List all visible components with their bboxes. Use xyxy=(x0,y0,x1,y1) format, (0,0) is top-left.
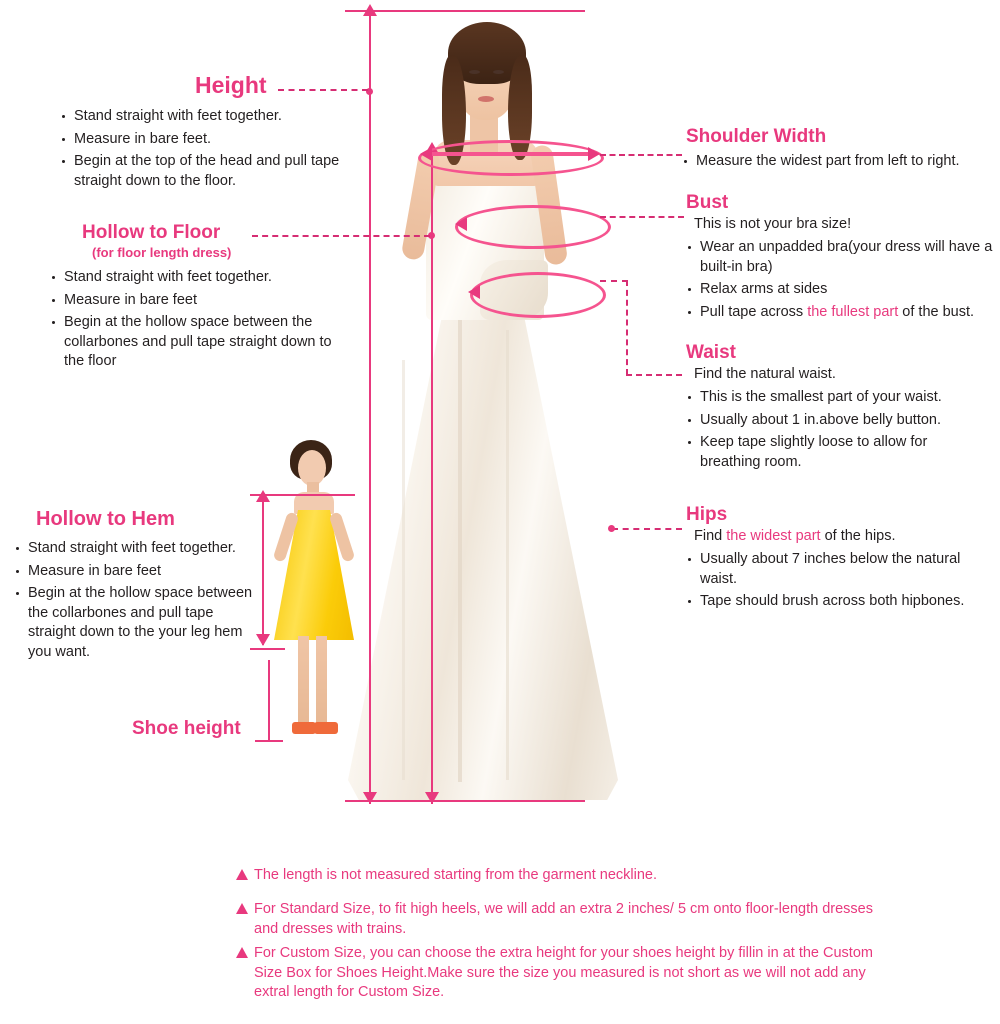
waist-heading: Waist xyxy=(686,342,736,363)
footnote-1-text: The length is not measured starting from the garment neckline. xyxy=(254,867,657,883)
list-item: Stand straight with feet together. xyxy=(50,268,334,288)
list-item: Begin at the top of the head and pull tape straight down to the floor. xyxy=(60,152,360,191)
shoulder-arrow-right xyxy=(588,147,600,161)
hollow-to-floor-arrow-bottom xyxy=(425,792,439,804)
shoulder-width-bullets xyxy=(682,152,996,172)
hollow-to-floor-heading: Hollow to Floor xyxy=(82,222,221,243)
list-item: Stand straight with feet together. xyxy=(14,539,254,559)
list-item: Stand straight with feet together. xyxy=(60,107,360,127)
list-item: This is the smallest part of your waist. xyxy=(686,388,986,408)
warning-triangle-icon xyxy=(236,903,248,914)
list-item: Begin at the hollow space between the collarbones and pull tape straight down to the floor xyxy=(50,313,334,372)
waist-bullets xyxy=(686,388,986,472)
face-lips xyxy=(478,96,494,102)
height-bullets xyxy=(60,107,360,191)
bust-arrow-left xyxy=(455,217,467,231)
section-shoulder-width xyxy=(686,126,996,175)
hollow-to-hem-line xyxy=(262,500,264,645)
waist-band xyxy=(470,272,606,318)
waist-leader-horizontal xyxy=(600,280,628,282)
footnote-2 xyxy=(236,900,876,939)
hips-heading: Hips xyxy=(686,504,728,525)
shoe-right xyxy=(314,722,338,734)
short-dress-illustration xyxy=(258,440,368,760)
short-figure-leg-left xyxy=(298,636,309,726)
bust-leader xyxy=(600,216,684,218)
hips-bullets xyxy=(686,550,991,612)
hips-lead xyxy=(694,528,991,544)
height-arrow-bottom xyxy=(363,792,377,804)
face-eye-right xyxy=(493,70,504,74)
section-bust xyxy=(686,192,998,325)
hollow-to-hem-heading: Hollow to Hem xyxy=(36,508,175,530)
gown-fold xyxy=(506,330,509,780)
list-item: Usually about 1 in.above belly button. xyxy=(686,411,986,431)
hips-anchor-dot xyxy=(608,525,615,532)
bust-highlight: the fullest part xyxy=(807,303,899,320)
list-item: Measure in bare feet xyxy=(50,291,334,311)
waist-arrow-left xyxy=(468,285,480,299)
bust-bullet-3-prefix: Pull tape across xyxy=(700,303,808,320)
shoe-left xyxy=(292,722,316,734)
list-item: Keep tape slightly loose to allow for breathing room. xyxy=(686,433,986,472)
gown-skirt xyxy=(348,300,618,800)
warning-triangle-icon xyxy=(236,947,248,958)
height-heading: Height xyxy=(195,72,267,98)
section-height xyxy=(60,72,360,194)
warning-triangle-icon xyxy=(236,869,248,880)
list-item: Begin at the hollow space between the collarbones and pull tape straight down to the your leg hem you want. xyxy=(14,584,254,662)
hollow-to-floor-subheading: (for floor length dress) xyxy=(92,245,232,260)
list-item: Measure in bare feet xyxy=(14,562,254,582)
list-item: Measure the widest part from left to right. xyxy=(682,152,996,172)
footnote-3 xyxy=(236,944,896,1003)
list-item: Measure in bare feet. xyxy=(60,130,360,150)
hips-lead-suffix: of the hips. xyxy=(820,528,896,544)
list-item: Relax arms at sides xyxy=(686,280,998,300)
hollow-to-hem-arrow-top xyxy=(256,490,270,502)
section-waist xyxy=(686,342,986,475)
hollow-to-floor-bullets xyxy=(50,268,334,372)
height-measure-line xyxy=(369,16,371,804)
footnote-1 xyxy=(236,866,836,886)
shoe-height-line xyxy=(268,660,270,742)
shoulder-width-band xyxy=(418,140,604,176)
gown-fold xyxy=(458,312,462,782)
hollow-to-floor-line xyxy=(431,152,433,804)
waist-leader-vertical xyxy=(626,280,628,375)
gown-fold xyxy=(402,360,405,780)
shoulder-width-heading: Shoulder Width xyxy=(686,126,827,147)
bride-illustration xyxy=(330,0,660,810)
bust-bullet-3-suffix: of the bust. xyxy=(898,303,975,320)
section-hollow-to-floor xyxy=(44,222,334,375)
section-shoe-height xyxy=(132,718,241,740)
shoulder-width-leader xyxy=(600,154,682,156)
face-eye-left xyxy=(469,70,480,74)
height-bottom-cap xyxy=(345,800,585,802)
hollow-to-hem-arrow-bottom xyxy=(256,634,270,646)
waist-lead: Find the natural waist. xyxy=(694,366,836,382)
bust-bullets xyxy=(686,238,998,322)
hips-lead-prefix: Find xyxy=(694,528,727,544)
hollow-to-hem-bottom-cap xyxy=(250,648,285,650)
height-top-cap xyxy=(345,10,585,12)
shoulder-width-line xyxy=(430,152,590,156)
shoulder-arrow-left xyxy=(420,147,432,161)
bust-lead: This is not your bra size! xyxy=(694,216,852,232)
shoe-height-cap xyxy=(255,740,283,742)
hips-leader xyxy=(612,528,682,530)
hips-highlight: the widest part xyxy=(726,528,821,544)
footnote-3-text: For Custom Size, you can choose the extra height for your shoes height by fillin in at the Custom Size Box for Shoes Height.Make sure the size you measured is not short as we will not add any extral length for Custom Size. xyxy=(254,945,873,1001)
short-figure-head xyxy=(298,450,326,486)
list-item: Wear an unpadded bra(your dress will have a built-in bra) xyxy=(686,238,998,277)
hollow-to-hem-top-cap xyxy=(250,494,355,496)
hollow-to-hem-bullets xyxy=(14,539,254,662)
bust-heading: Bust xyxy=(686,192,729,213)
shoe-height-heading: Shoe height xyxy=(132,718,241,739)
short-figure-leg-right xyxy=(316,636,327,726)
footnote-2-text: For Standard Size, to fit high heels, we will add an extra 2 inches/ 5 cm onto floor-length dresses and dresses with trains. xyxy=(254,901,873,937)
list-item xyxy=(686,303,998,323)
list-item: Tape should brush across both hipbones. xyxy=(686,592,991,612)
section-hips xyxy=(686,504,991,615)
section-hollow-to-hem xyxy=(14,508,254,665)
waist-leader-tail xyxy=(626,374,682,376)
bust-band xyxy=(455,205,611,249)
list-item: Usually about 7 inches below the natural waist. xyxy=(686,550,991,589)
